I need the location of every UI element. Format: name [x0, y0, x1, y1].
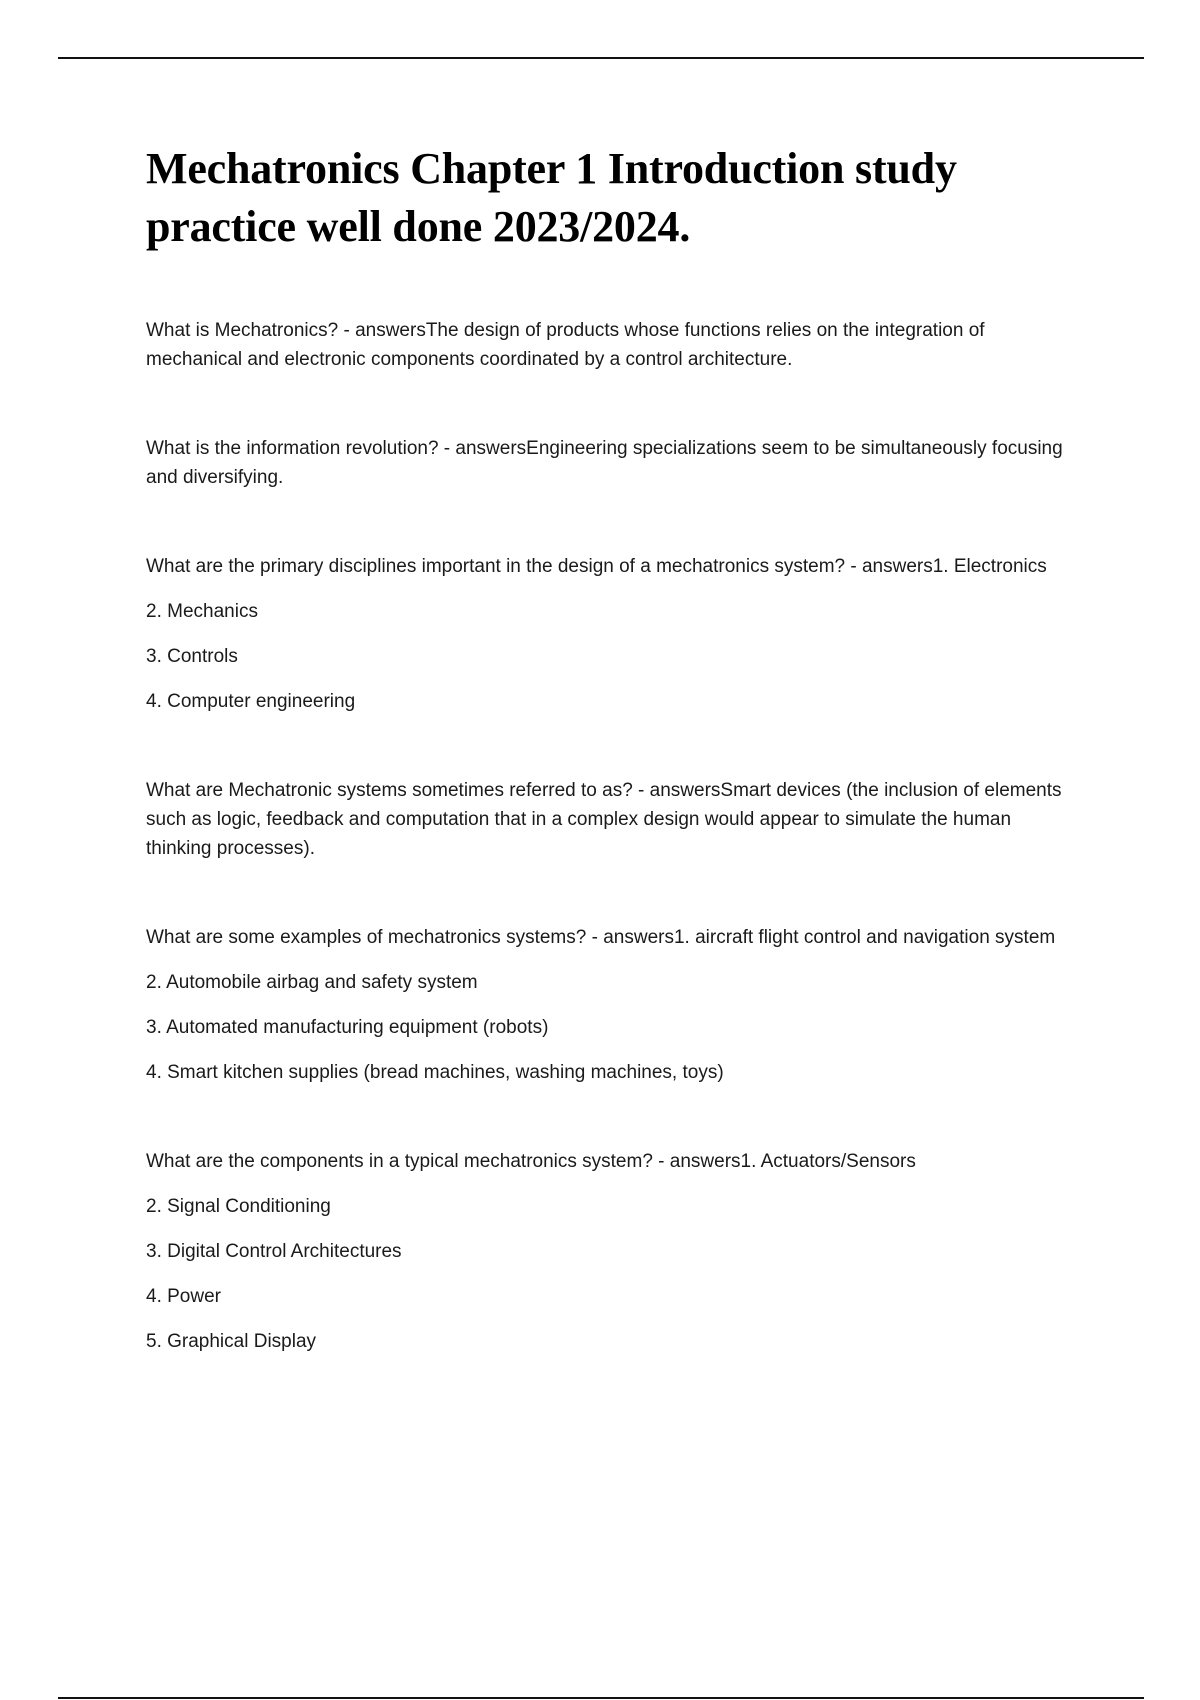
- qa-list-item: 4. Computer engineering: [146, 691, 356, 712]
- qa-question: What are the components in a typical mechatronics system? - answers1. Actuators/Sensors: [146, 1151, 916, 1172]
- qa-list-item: 3. Controls: [146, 646, 238, 667]
- qa-question: What is Mechatronics? - answersThe design of products whose functions relies on the integration of mechanical and electronic components coordinated by a control architecture.: [146, 320, 985, 370]
- title-line-1: Mechatronics Chapter 1 Introduction study: [146, 144, 957, 193]
- qa-block-2: [146, 434, 1076, 492]
- qa-list-item: 4. Smart kitchen supplies (bread machines, washing machines, toys): [146, 1062, 724, 1083]
- document-title: [146, 140, 1076, 256]
- qa-question: What is the information revolution? - answersEngineering specializations seem to be simultaneously focusing and diversifying.: [146, 438, 1063, 488]
- qa-question: What are some examples of mechatronics systems? - answers1. aircraft flight control and navigation system: [146, 927, 1056, 948]
- qa-list-item: 5. Graphical Display: [146, 1331, 317, 1352]
- title-line-2: practice well done 2023/2024.: [146, 202, 691, 251]
- qa-list-item: 4. Power: [146, 1286, 221, 1307]
- qa-question: What are the primary disciplines important in the design of a mechatronics system? - answers1. Electronics: [146, 556, 1047, 577]
- qa-list-item: 2. Mechanics: [146, 601, 258, 622]
- qa-list-item: 3. Automated manufacturing equipment (robots): [146, 1017, 549, 1038]
- qa-list-item: 2. Automobile airbag and safety system: [146, 972, 478, 993]
- qa-list-item: 3. Digital Control Architectures: [146, 1241, 402, 1262]
- qa-block-4: [146, 776, 1076, 863]
- qa-question: What are Mechatronic systems sometimes referred to as? - answersSmart devices (the inclusion of elements such as logic, feedback and computation that in a complex design would appear to simulate the human thinking processes).: [146, 780, 1062, 859]
- qa-block-5: [146, 923, 1076, 1087]
- qa-block-6: [146, 1147, 1076, 1356]
- bottom-rule: [58, 1697, 1144, 1699]
- qa-block-3: [146, 552, 1076, 716]
- qa-list-item: 2. Signal Conditioning: [146, 1196, 331, 1217]
- top-rule: [58, 57, 1144, 59]
- qa-block-1: [146, 316, 1076, 374]
- document-body: [146, 140, 1076, 1416]
